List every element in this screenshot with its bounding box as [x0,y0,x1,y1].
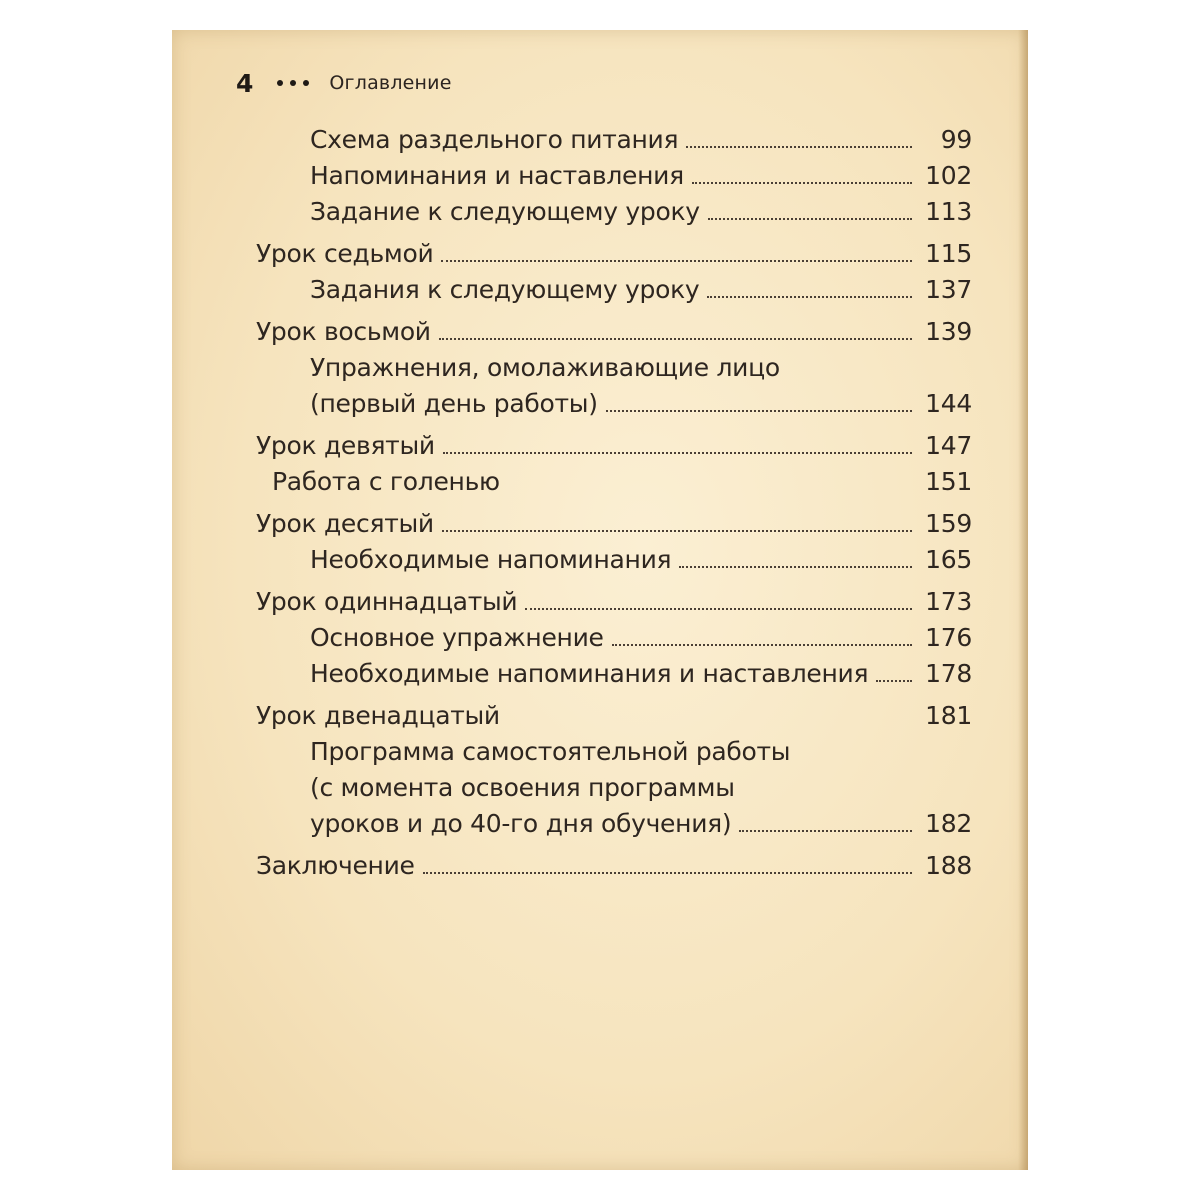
dot-leader [686,146,912,148]
toc-entry-title: Задание к следующему уроку [310,197,700,226]
dot-leader [876,680,912,682]
toc-chapter-title: Урок двенадцатый [256,701,500,730]
toc-entry-page: 139 [925,317,972,346]
toc-entry[interactable] [256,542,972,578]
dot-leader [679,566,912,568]
toc-entry-page: 173 [925,587,972,616]
dot-leader [443,452,912,454]
book-page [172,30,1028,1170]
toc-entry[interactable] [256,350,972,386]
toc-entry[interactable] [256,734,972,770]
toc-entry-page: 147 [925,431,972,460]
toc-entry-page: 144 [925,389,972,418]
toc-chapter-title: Урок десятый [256,509,434,538]
toc-entry[interactable] [256,122,972,158]
section-title: Оглавление [329,72,452,94]
toc-entry-page: 102 [925,161,972,190]
toc-chapter[interactable] [256,506,972,542]
toc-entry-page: 137 [925,275,972,304]
toc-entry-title: (первый день работы) [310,389,598,418]
toc-entry-title: Работа с голенью [272,467,500,496]
toc-entry-continuation[interactable] [256,806,972,842]
toc-entry-page: 188 [925,851,972,880]
toc-entry-title: Необходимые напоминания [310,545,672,574]
dots-ornament-icon [277,80,309,86]
toc-entry-page: 151 [925,467,972,496]
toc-chapter[interactable] [256,698,972,734]
toc-entry[interactable] [256,194,972,230]
dot-leader [423,872,912,874]
toc-entry[interactable] [256,158,972,194]
toc-chapter[interactable] [256,584,972,620]
toc-chapter[interactable] [256,428,972,464]
dot-leader [442,530,912,532]
dot-leader [439,338,912,340]
dot-leader [508,488,912,490]
dot-leader [708,218,912,220]
toc-entry-continuation[interactable] [256,770,972,806]
toc-entry-title: Упражнения, омолаживающие лицо [310,353,780,382]
toc-chapter-title: Урок седьмой [256,239,434,268]
toc-entry-page: 181 [925,701,972,730]
toc-chapter[interactable] [256,848,972,884]
toc-chapter[interactable] [256,314,972,350]
toc-entry-page: 182 [925,809,972,838]
page-edge-shadow [1018,30,1028,1170]
toc-chapter-title: Заключение [256,851,415,880]
toc-entry-title: (с момента освоения программы [310,773,735,802]
toc-entry-title: уроков и до 40-го дня обучения) [310,809,732,838]
toc-entry-title: Задания к следующему уроку [310,275,700,304]
toc-entry-page: 159 [925,509,972,538]
toc-entry[interactable] [256,620,972,656]
toc-chapter-title: Урок одиннадцатый [256,587,518,616]
dot-leader [441,260,912,262]
toc-entry-page: 115 [925,239,972,268]
toc-entry-page: 165 [925,545,972,574]
toc-entry[interactable] [256,464,972,500]
dot-leader [508,722,912,724]
toc-entry-title: Схема раздельного питания [310,125,679,154]
toc-entry-title: Основное упражнение [310,623,604,652]
toc-chapter-title: Урок девятый [256,431,435,460]
dot-leader [739,830,912,832]
dot-leader [525,608,912,610]
toc-entry-page: 178 [925,659,972,688]
toc-entry-title: Необходимые напоминания и наставления [310,659,869,688]
toc-entry-title: Программа самостоятельной работы [310,737,791,766]
table-of-contents [256,122,972,884]
dot-leader [692,182,912,184]
toc-entry-page: 176 [925,623,972,652]
toc-entry[interactable] [256,656,972,692]
dot-leader [612,644,912,646]
dot-leader [707,296,912,298]
toc-entry-page: 113 [925,197,972,226]
page-number: 4 [236,68,254,98]
dot-leader [606,410,912,412]
running-head [236,68,452,98]
toc-entry[interactable] [256,272,972,308]
toc-entry-title: Напоминания и наставления [310,161,684,190]
toc-entry-page: 99 [940,125,972,154]
toc-chapter[interactable] [256,236,972,272]
toc-entry-continuation[interactable] [256,386,972,422]
toc-chapter-title: Урок восьмой [256,317,431,346]
